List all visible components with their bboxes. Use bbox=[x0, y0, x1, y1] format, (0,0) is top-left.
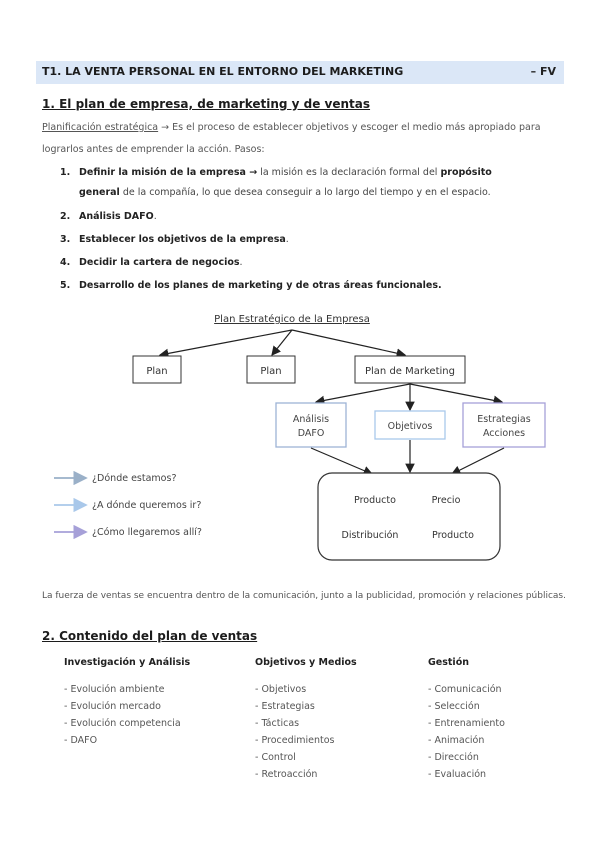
research-list bbox=[64, 681, 181, 749]
management-list bbox=[428, 681, 505, 783]
list-item: - Estrategias bbox=[255, 698, 335, 715]
strategic-plan-diagram bbox=[0, 300, 600, 570]
list-item: - Evolución competencia bbox=[64, 715, 181, 732]
step-number: 4. bbox=[60, 257, 71, 268]
column-title-objectives: Objetivos y Medios bbox=[255, 657, 357, 668]
intro-text: → Es el proceso de establecer objetivos y escoger el medio más apropiado para lograrlos antes de emprender la acción. Pasos: bbox=[42, 122, 541, 155]
sales-force-text: La fuerza de ventas se encuentra dentro de la comunicación, junto a la publicidad, promoción y relaciones públicas. bbox=[42, 591, 566, 601]
step-text: Análisis DAFO. bbox=[79, 211, 157, 222]
objetivos-label: Objetivos bbox=[387, 421, 433, 432]
diagram-title: Plan Estratégico de la Empresa bbox=[214, 314, 370, 325]
column-title-research: Investigación y Análisis bbox=[64, 657, 191, 668]
plan-box-1-label: Plan bbox=[146, 366, 168, 377]
mix-distribucion: Distribución bbox=[341, 530, 399, 541]
list-item: - Entrenamiento bbox=[428, 715, 505, 732]
list-item: - Evolución ambiente bbox=[64, 681, 181, 698]
step-number: 2. bbox=[60, 211, 71, 222]
plan-marketing-label: Plan de Marketing bbox=[365, 366, 455, 377]
list-item: - Comunicación bbox=[428, 681, 505, 698]
dafo-label-1: Análisis bbox=[292, 414, 330, 425]
estrategias-label-2: Acciones bbox=[482, 428, 526, 439]
header-bar bbox=[36, 61, 564, 84]
mix-producto-2: Producto bbox=[432, 530, 474, 541]
list-item: - Retroacción bbox=[255, 766, 335, 783]
legend-goal-text: ¿A dónde queremos ir? bbox=[92, 500, 202, 511]
step-text: Desarrollo de los planes de marketing y de otras áreas funcionales. bbox=[79, 280, 442, 291]
objectives-list bbox=[255, 681, 335, 783]
intro-paragraph bbox=[42, 117, 562, 161]
step-text: Decidir la cartera de negocios. bbox=[79, 257, 243, 268]
list-item: - Tácticas bbox=[255, 715, 335, 732]
section2-heading: 2. Contenido del plan de ventas bbox=[42, 629, 258, 643]
dafo-box bbox=[276, 403, 346, 447]
mix-precio: Precio bbox=[431, 495, 461, 506]
list-item: - Dirección bbox=[428, 749, 505, 766]
list-item: - Control bbox=[255, 749, 335, 766]
step-text: Establecer los objetivos de la empresa. bbox=[79, 234, 289, 245]
list-item: - Procedimientos bbox=[255, 732, 335, 749]
mix-producto: Producto bbox=[354, 495, 396, 506]
column-title-management: Gestión bbox=[428, 657, 469, 668]
marketing-mix-box bbox=[318, 473, 500, 560]
list-item: - Evolución mercado bbox=[64, 698, 181, 715]
estrategias-label-1: Estrategias bbox=[477, 414, 531, 425]
list-item: - Animación bbox=[428, 732, 505, 749]
list-item: - DAFO bbox=[64, 732, 181, 749]
step-number: 5. bbox=[60, 280, 71, 291]
dafo-label-2: DAFO bbox=[297, 428, 325, 439]
step-number: 1. bbox=[60, 167, 71, 178]
author-initials: – FV bbox=[530, 65, 556, 78]
legend-how-text: ¿Cómo llegaremos allí? bbox=[92, 527, 202, 538]
list-item: - Evaluación bbox=[428, 766, 505, 783]
legend bbox=[54, 473, 202, 538]
estrategias-box bbox=[463, 403, 545, 447]
step-number: 3. bbox=[60, 234, 71, 245]
step-text: Definir la misión de la empresa → la misión es la declaración formal del propósito general de la compañía, lo que desea conseguir a lo largo del tiempo y en el espacio. bbox=[79, 167, 492, 198]
legend-where-text: ¿Dónde estamos? bbox=[92, 473, 177, 484]
intro-term: Planificación estratégica bbox=[42, 122, 159, 133]
plan-box-2-label: Plan bbox=[260, 366, 282, 377]
title-arrows bbox=[160, 330, 405, 355]
list-item: - Selección bbox=[428, 698, 505, 715]
document-title: T1. LA VENTA PERSONAL EN EL ENTORNO DEL MARKETING bbox=[42, 65, 404, 78]
section1-heading: 1. El plan de empresa, de marketing y de ventas bbox=[42, 97, 371, 111]
list-item: - Objetivos bbox=[255, 681, 335, 698]
